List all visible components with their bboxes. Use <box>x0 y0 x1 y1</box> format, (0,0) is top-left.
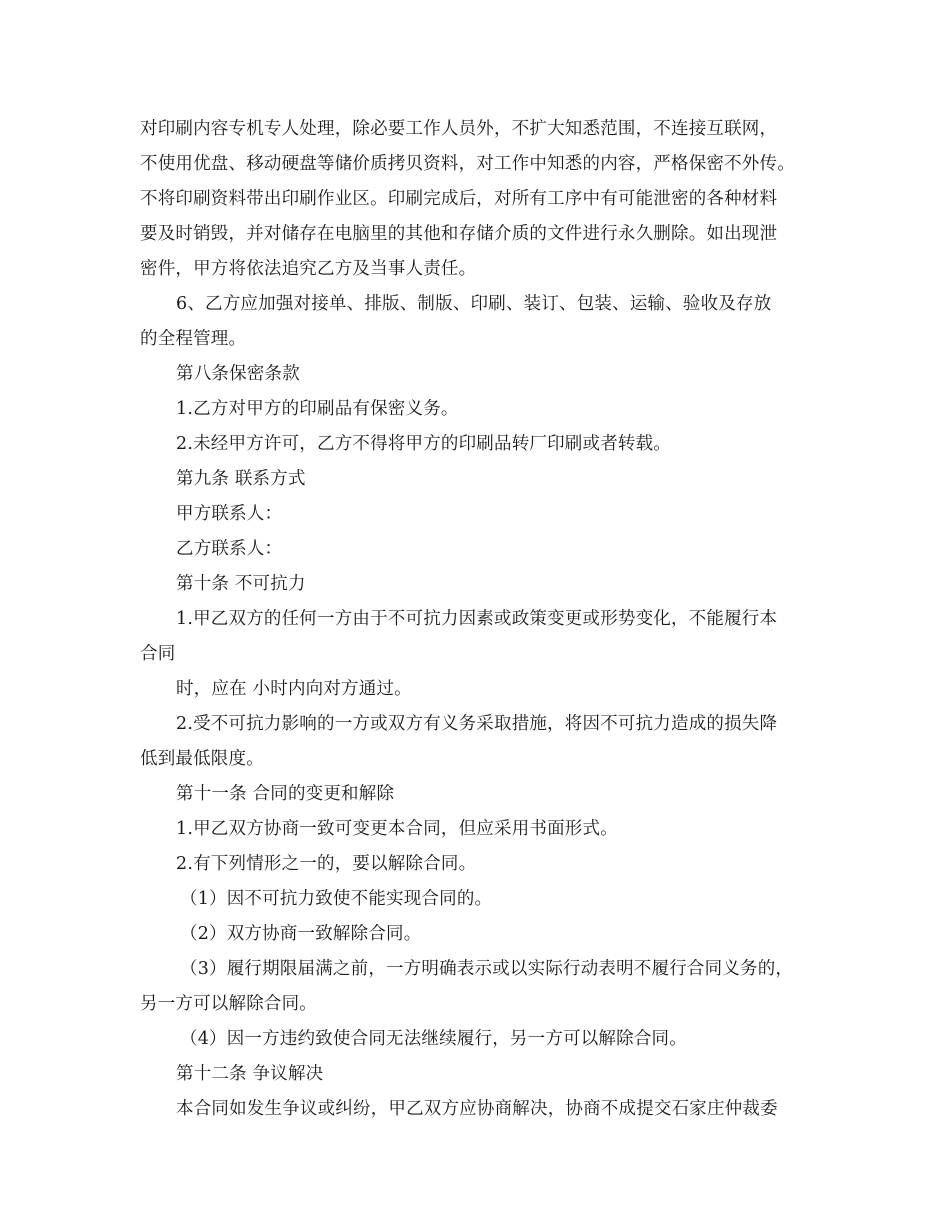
section-heading: 第九条 联系方式 <box>176 469 306 489</box>
body-text-line: 的全程管理。 <box>140 329 247 349</box>
sub-clause-item: （2）双方协商一致解除合同。 <box>180 924 422 944</box>
body-text-line: 不使用优盘、移动硬盘等储价质拷贝资料，对工作中知悉的内容，严格保密不外传。 <box>140 154 795 174</box>
body-text-line: 对印刷内容专机专人处理，除必要工作人员外，不扩大知悉范围，不连接互联网， <box>140 119 778 139</box>
clause-item: 1.甲乙双方协商一致可变更本合同，但应采用书面形式。 <box>176 819 618 839</box>
clause-item: 2.受不可抗力影响的一方或双方有义务采取措施，将因不可抗力造成的损失降 <box>176 714 778 734</box>
section-heading: 第十条 不可抗力 <box>176 574 306 594</box>
body-text-line: 不将印刷资料带出印刷作业区。印刷完成后，对所有工序中有可能泄密的各种材料 <box>140 189 778 209</box>
clause-item: 2.有下列情形之一的，要以解除合同。 <box>176 854 477 874</box>
sub-clause-item: （1）因不可抗力致使不能实现合同的。 <box>180 889 493 909</box>
body-text-line: 密件，甲方将依法追究乙方及当事人责任。 <box>140 259 477 279</box>
contact-field: 甲方联系人： <box>176 504 283 524</box>
section-heading: 第十一条 合同的变更和解除 <box>176 784 395 804</box>
body-text-line: 低到最低限度。 <box>140 749 264 769</box>
section-heading: 第十二条 争议解决 <box>176 1064 324 1084</box>
body-text-line: 要及时销毁，并对储存在电脑里的其他和存储介质的文件进行永久删除。如出现泄 <box>140 224 778 244</box>
sub-clause-item: （3）履行期限届满之前，一方明确表示或以实际行动表明不履行合同义务的， <box>180 959 794 979</box>
body-text-line: 合同 <box>140 644 176 664</box>
section-heading: 第八条保密条款 <box>176 364 300 384</box>
clause-item: 1.甲乙双方的任何一方由于不可抗力因素或政策变更或形势变化，不能履行本 <box>176 609 778 629</box>
contact-field: 乙方联系人： <box>176 539 283 559</box>
clause-item: 1.乙方对甲方的印刷品有保密义务。 <box>176 399 459 419</box>
clause-item: 6、乙方应加强对接单、排版、制版、印刷、装订、包装、运输、验收及存放 <box>176 294 772 314</box>
sub-clause-item: （4）因一方违约致使合同无法继续履行，另一方可以解除合同。 <box>180 1029 687 1049</box>
body-text-line: 本合同如发生争议或纠纷，甲乙双方应协商解决，协商不成提交石家庄仲裁委 <box>176 1099 778 1119</box>
body-text-line: 时，应在 小时内向对方通过。 <box>176 679 412 699</box>
body-text-line: 另一方可以解除合同。 <box>140 994 317 1014</box>
clause-item: 2.未经甲方许可，乙方不得将甲方的印刷品转厂印刷或者转载。 <box>176 434 671 454</box>
